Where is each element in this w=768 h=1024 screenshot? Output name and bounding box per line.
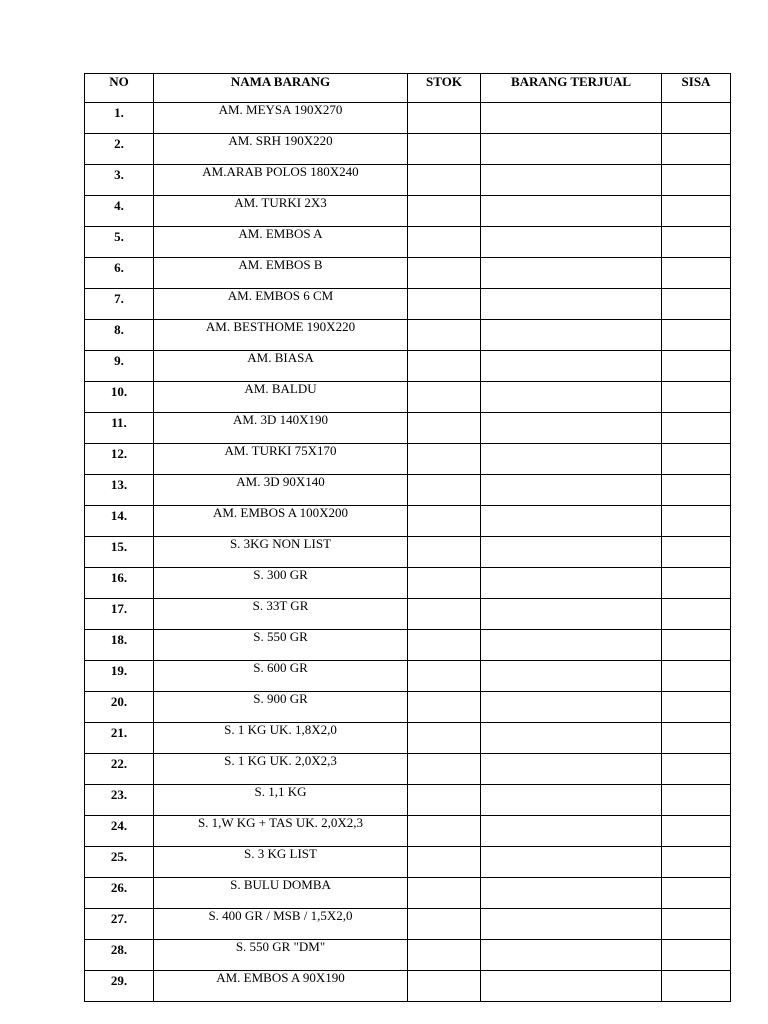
- cell-sold[interactable]: [481, 227, 662, 258]
- cell-stok[interactable]: [408, 506, 481, 537]
- cell-no: 1.: [85, 103, 154, 134]
- cell-sold[interactable]: [481, 134, 662, 165]
- cell-sold[interactable]: [481, 909, 662, 940]
- table-row: [85, 103, 731, 134]
- cell-name: S. 300 GR: [154, 568, 408, 599]
- cell-sisa[interactable]: [662, 630, 731, 661]
- cell-sold[interactable]: [481, 165, 662, 196]
- cell-sold[interactable]: [481, 382, 662, 413]
- cell-sisa[interactable]: [662, 413, 731, 444]
- table-row: [85, 630, 731, 661]
- cell-sisa[interactable]: [662, 940, 731, 971]
- cell-name: S. 3KG NON LIST: [154, 537, 408, 568]
- cell-no: 24.: [85, 816, 154, 847]
- cell-sold[interactable]: [481, 599, 662, 630]
- cell-sisa[interactable]: [662, 847, 731, 878]
- cell-stok[interactable]: [408, 909, 481, 940]
- cell-sisa[interactable]: [662, 816, 731, 847]
- cell-name: AM. EMBOS A: [154, 227, 408, 258]
- cell-name: S. 400 GR / MSB / 1,5X2,0: [154, 909, 408, 940]
- cell-stok[interactable]: [408, 878, 481, 909]
- table-row: [85, 382, 731, 413]
- cell-no: 2.: [85, 134, 154, 165]
- cell-stok[interactable]: [408, 165, 481, 196]
- cell-name: S. 1 KG UK. 1,8X2,0: [154, 723, 408, 754]
- header-no: NO: [85, 74, 154, 103]
- cell-stok[interactable]: [408, 940, 481, 971]
- cell-name: S. 33T GR: [154, 599, 408, 630]
- table-row: [85, 816, 731, 847]
- cell-sisa[interactable]: [662, 351, 731, 382]
- cell-no: 6.: [85, 258, 154, 289]
- table-row: [85, 878, 731, 909]
- cell-sold[interactable]: [481, 103, 662, 134]
- cell-no: 12.: [85, 444, 154, 475]
- cell-sisa[interactable]: [662, 258, 731, 289]
- cell-sisa[interactable]: [662, 723, 731, 754]
- cell-sold[interactable]: [481, 723, 662, 754]
- cell-no: 8.: [85, 320, 154, 351]
- cell-stok[interactable]: [408, 382, 481, 413]
- cell-no: 10.: [85, 382, 154, 413]
- table-row: [85, 475, 731, 506]
- cell-name: AM. TURKI 75X170: [154, 444, 408, 475]
- cell-name: S. 3 KG LIST: [154, 847, 408, 878]
- cell-no: 16.: [85, 568, 154, 599]
- cell-sisa[interactable]: [662, 227, 731, 258]
- table-row: [85, 940, 731, 971]
- cell-stok[interactable]: [408, 103, 481, 134]
- cell-no: 18.: [85, 630, 154, 661]
- header-sisa: SISA: [662, 74, 731, 103]
- table-row: [85, 661, 731, 692]
- cell-name: AM. EMBOS 6 CM: [154, 289, 408, 320]
- cell-name: S. 1,W KG + TAS UK. 2,0X2,3: [154, 816, 408, 847]
- cell-sisa[interactable]: [662, 103, 731, 134]
- cell-name: AM. EMBOS B: [154, 258, 408, 289]
- cell-stok[interactable]: [408, 568, 481, 599]
- header-name: NAMA BARANG: [154, 74, 408, 103]
- cell-name: S. 1 KG UK. 2,0X2,3: [154, 754, 408, 785]
- cell-no: 23.: [85, 785, 154, 816]
- cell-sold[interactable]: [481, 320, 662, 351]
- cell-sisa[interactable]: [662, 475, 731, 506]
- cell-name: AM. BALDU: [154, 382, 408, 413]
- cell-sisa[interactable]: [662, 568, 731, 599]
- inventory-sheet: [84, 73, 731, 1002]
- cell-no: 19.: [85, 661, 154, 692]
- cell-name: AM. BESTHOME 190X220: [154, 320, 408, 351]
- header-row: [85, 74, 731, 103]
- table-row: [85, 258, 731, 289]
- cell-sold[interactable]: [481, 630, 662, 661]
- cell-name: S. 900 GR: [154, 692, 408, 723]
- cell-no: 5.: [85, 227, 154, 258]
- cell-sold[interactable]: [481, 196, 662, 227]
- cell-stok[interactable]: [408, 661, 481, 692]
- cell-no: 9.: [85, 351, 154, 382]
- cell-stok[interactable]: [408, 320, 481, 351]
- table-row: [85, 134, 731, 165]
- cell-name: S. 1,1 KG: [154, 785, 408, 816]
- cell-stok[interactable]: [408, 196, 481, 227]
- table-row: [85, 227, 731, 258]
- cell-sisa[interactable]: [662, 196, 731, 227]
- cell-stok[interactable]: [408, 444, 481, 475]
- table-row: [85, 289, 731, 320]
- cell-name: S. 550 GR: [154, 630, 408, 661]
- cell-sold[interactable]: [481, 878, 662, 909]
- table-row: [85, 320, 731, 351]
- cell-stok[interactable]: [408, 537, 481, 568]
- cell-name: AM. BIASA: [154, 351, 408, 382]
- cell-no: 15.: [85, 537, 154, 568]
- cell-name: AM.ARAB POLOS 180X240: [154, 165, 408, 196]
- cell-stok[interactable]: [408, 723, 481, 754]
- table-body: [85, 103, 731, 1002]
- cell-no: 21.: [85, 723, 154, 754]
- cell-no: 4.: [85, 196, 154, 227]
- header-stok: STOK: [408, 74, 481, 103]
- cell-sisa[interactable]: [662, 134, 731, 165]
- table-row: [85, 196, 731, 227]
- cell-sold[interactable]: [481, 258, 662, 289]
- cell-sisa[interactable]: [662, 661, 731, 692]
- cell-sold[interactable]: [481, 785, 662, 816]
- cell-stok[interactable]: [408, 289, 481, 320]
- cell-no: 29.: [85, 971, 154, 1002]
- cell-no: 13.: [85, 475, 154, 506]
- cell-sisa[interactable]: [662, 165, 731, 196]
- cell-sold[interactable]: [481, 444, 662, 475]
- table-row: [85, 909, 731, 940]
- table-row: [85, 847, 731, 878]
- table-row: [85, 351, 731, 382]
- table-row: [85, 568, 731, 599]
- cell-no: 14.: [85, 506, 154, 537]
- cell-name: AM. MEYSA 190X270: [154, 103, 408, 134]
- table-row: [85, 754, 731, 785]
- cell-sisa[interactable]: [662, 382, 731, 413]
- cell-stok[interactable]: [408, 630, 481, 661]
- table-row: [85, 723, 731, 754]
- cell-stok[interactable]: [408, 599, 481, 630]
- table-row: [85, 785, 731, 816]
- cell-stok[interactable]: [408, 413, 481, 444]
- cell-stok[interactable]: [408, 475, 481, 506]
- cell-sisa[interactable]: [662, 444, 731, 475]
- cell-sold[interactable]: [481, 289, 662, 320]
- cell-no: 22.: [85, 754, 154, 785]
- cell-sisa[interactable]: [662, 785, 731, 816]
- cell-sisa[interactable]: [662, 971, 731, 1002]
- table-row: [85, 692, 731, 723]
- cell-sold[interactable]: [481, 940, 662, 971]
- cell-stok[interactable]: [408, 971, 481, 1002]
- cell-stok[interactable]: [408, 351, 481, 382]
- cell-no: 11.: [85, 413, 154, 444]
- cell-name: AM. SRH 190X220: [154, 134, 408, 165]
- cell-no: 25.: [85, 847, 154, 878]
- cell-sold[interactable]: [481, 816, 662, 847]
- cell-no: 26.: [85, 878, 154, 909]
- cell-stok[interactable]: [408, 785, 481, 816]
- cell-sold[interactable]: [481, 661, 662, 692]
- cell-sold[interactable]: [481, 351, 662, 382]
- table-row: [85, 413, 731, 444]
- cell-sold[interactable]: [481, 475, 662, 506]
- table-row: [85, 165, 731, 196]
- cell-sisa[interactable]: [662, 909, 731, 940]
- cell-name: S. BULU DOMBA: [154, 878, 408, 909]
- cell-no: 3.: [85, 165, 154, 196]
- cell-sisa[interactable]: [662, 692, 731, 723]
- cell-sisa[interactable]: [662, 506, 731, 537]
- cell-stok[interactable]: [408, 258, 481, 289]
- cell-name: AM. 3D 90X140: [154, 475, 408, 506]
- table-row: [85, 506, 731, 537]
- cell-name: AM. 3D 140X190: [154, 413, 408, 444]
- cell-sold[interactable]: [481, 754, 662, 785]
- cell-sisa[interactable]: [662, 599, 731, 630]
- cell-no: 7.: [85, 289, 154, 320]
- cell-sold[interactable]: [481, 568, 662, 599]
- cell-stok[interactable]: [408, 692, 481, 723]
- inventory-table: [84, 73, 731, 1002]
- header-sold: BARANG TERJUAL: [481, 74, 662, 103]
- cell-sisa[interactable]: [662, 878, 731, 909]
- cell-name: S. 600 GR: [154, 661, 408, 692]
- cell-sold[interactable]: [481, 971, 662, 1002]
- cell-no: 20.: [85, 692, 154, 723]
- table-row: [85, 599, 731, 630]
- cell-name: S. 550 GR "DM": [154, 940, 408, 971]
- cell-stok[interactable]: [408, 847, 481, 878]
- table-row: [85, 444, 731, 475]
- cell-no: 28.: [85, 940, 154, 971]
- cell-sisa[interactable]: [662, 754, 731, 785]
- cell-stok[interactable]: [408, 134, 481, 165]
- cell-sisa[interactable]: [662, 537, 731, 568]
- cell-sold[interactable]: [481, 537, 662, 568]
- cell-stok[interactable]: [408, 754, 481, 785]
- table-header: [85, 74, 731, 103]
- cell-sold[interactable]: [481, 847, 662, 878]
- cell-name: AM. EMBOS A 90X190: [154, 971, 408, 1002]
- cell-sold[interactable]: [481, 413, 662, 444]
- table-row: [85, 971, 731, 1002]
- cell-stok[interactable]: [408, 816, 481, 847]
- cell-no: 17.: [85, 599, 154, 630]
- cell-stok[interactable]: [408, 227, 481, 258]
- cell-sisa[interactable]: [662, 289, 731, 320]
- cell-sisa[interactable]: [662, 320, 731, 351]
- cell-name: AM. TURKI 2X3: [154, 196, 408, 227]
- cell-sold[interactable]: [481, 692, 662, 723]
- cell-sold[interactable]: [481, 506, 662, 537]
- table-row: [85, 537, 731, 568]
- cell-name: AM. EMBOS A 100X200: [154, 506, 408, 537]
- cell-no: 27.: [85, 909, 154, 940]
